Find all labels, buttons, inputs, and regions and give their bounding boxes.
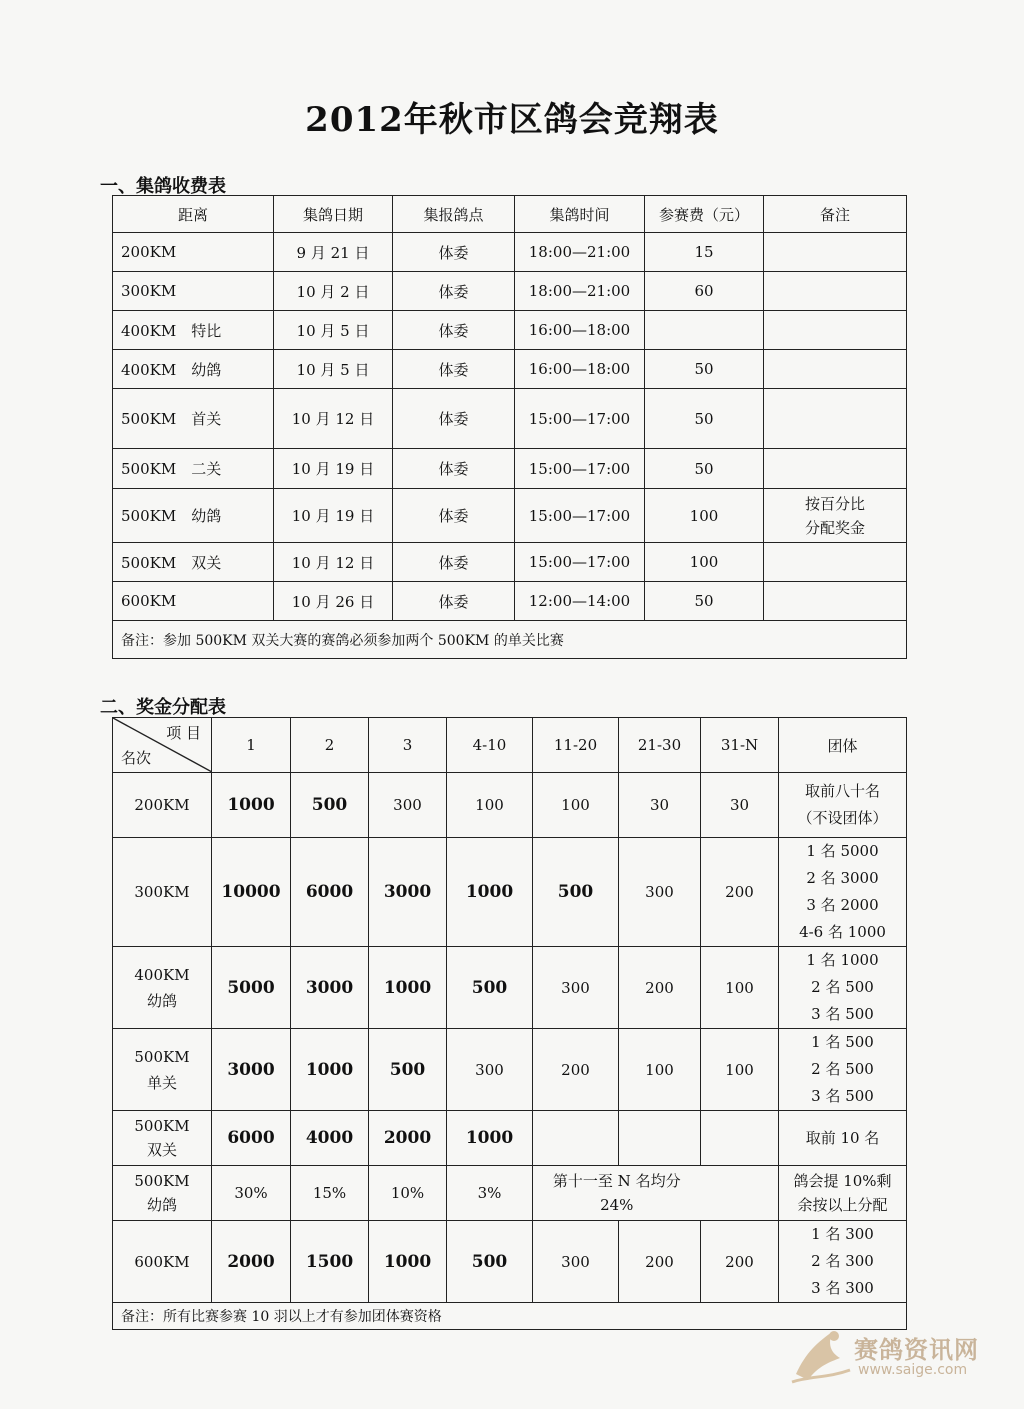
fee-distance: 400KM 特比 [113, 311, 274, 350]
fee-row [113, 582, 907, 621]
fee-table [112, 195, 907, 659]
fee-date: 9 月 21 日 [274, 233, 393, 272]
page-title: 2012年秋市区鸽会竞翔表 [305, 100, 719, 140]
pigeon-logo-icon [788, 1322, 854, 1392]
fee-amount: 100 [645, 489, 764, 543]
fee-row [113, 489, 907, 543]
prize-cell: 2000 [212, 1221, 291, 1303]
fee-header-row [113, 196, 907, 233]
prize-header-cell: 1 [212, 718, 291, 773]
prize-cell: 3% [447, 1166, 533, 1221]
fee-time: 15:00—17:00 [515, 489, 645, 543]
site-watermark [788, 1322, 988, 1392]
fee-note [764, 350, 907, 389]
prize-team: 1 名 1000 2 名 500 3 名 500 [779, 947, 907, 1029]
fee-row [113, 449, 907, 489]
prize-cell: 1000 [447, 838, 533, 947]
fee-distance: 400KM 幼鸽 [113, 350, 274, 389]
fee-place: 体委 [393, 233, 515, 272]
fee-distance: 500KM 幼鸽 [113, 489, 274, 543]
prize-row-name: 200KM [113, 773, 212, 838]
fee-amount: 50 [645, 582, 764, 621]
prize-cell: 300 [533, 1221, 619, 1303]
prize-cell: 30 [701, 773, 779, 838]
prize-team: 1 名 500 2 名 500 3 名 500 [779, 1029, 907, 1111]
fee-date: 10 月 12 日 [274, 389, 393, 449]
prize-corner-bottom: 名次 [121, 749, 152, 767]
fee-note [764, 311, 907, 350]
prize-header-cell: 2 [291, 718, 369, 773]
prize-row-name: 600KM [113, 1221, 212, 1303]
watermark-url: www.saige.com [858, 1362, 968, 1378]
fee-note [764, 233, 907, 272]
prize-table [112, 717, 907, 1330]
prize-row [113, 773, 907, 838]
prize-cell: 1000 [369, 1221, 447, 1303]
fee-distance: 500KM 双关 [113, 543, 274, 582]
prize-cell: 3000 [369, 838, 447, 947]
fee-footnote-row [113, 621, 907, 659]
fee-distance: 600KM [113, 582, 274, 621]
prize-cell: 1000 [369, 947, 447, 1029]
prize-row [113, 1029, 907, 1111]
fee-time: 15:00—17:00 [515, 543, 645, 582]
fee-note [764, 449, 907, 489]
prize-row [113, 947, 907, 1029]
prize-row-name: 400KM 幼鸽 [113, 947, 212, 1029]
prize-row [113, 1166, 907, 1221]
fee-date: 10 月 5 日 [274, 311, 393, 350]
fee-place: 体委 [393, 389, 515, 449]
fee-note [764, 582, 907, 621]
fee-footnote: 备注：参加 500KM 双关大赛的赛鸽必须参加两个 500KM 的单关比赛 [113, 621, 907, 659]
prize-cell: 300 [619, 838, 701, 947]
fee-time: 15:00—17:00 [515, 389, 645, 449]
prize-cell: 6000 [291, 838, 369, 947]
prize-cell: 200 [619, 1221, 701, 1303]
prize-cell: 500 [291, 773, 369, 838]
fee-header-cell: 备注 [764, 196, 907, 233]
prize-row-name: 500KM 双关 [113, 1111, 212, 1166]
prize-header-cell: 21-30 [619, 718, 701, 773]
fee-place: 体委 [393, 350, 515, 389]
watermark-name: 赛鸽资讯网 [854, 1336, 979, 1364]
prize-cell: 500 [447, 1221, 533, 1303]
prize-cell: 100 [619, 1029, 701, 1111]
fee-distance: 300KM [113, 272, 274, 311]
prize-cell: 1500 [291, 1221, 369, 1303]
fee-time: 15:00—17:00 [515, 449, 645, 489]
fee-header-cell: 集鸽时间 [515, 196, 645, 233]
prize-cell: 100 [533, 773, 619, 838]
prize-cell-merged: 第十一至 N 名均分 24% [533, 1166, 701, 1221]
prize-row [113, 838, 907, 947]
fee-date: 10 月 19 日 [274, 449, 393, 489]
prize-cell: 10% [369, 1166, 447, 1221]
prize-team: 取前八十名 （不设团体） [779, 773, 907, 838]
prize-team: 1 名 300 2 名 300 3 名 300 [779, 1221, 907, 1303]
prize-cell: 30% [212, 1166, 291, 1221]
fee-note [764, 543, 907, 582]
fee-time: 12:00—14:00 [515, 582, 645, 621]
prize-cell: 200 [619, 947, 701, 1029]
prize-team: 鸽会提 10%剩 余按以上分配 [779, 1166, 907, 1221]
fee-amount: 50 [645, 449, 764, 489]
prize-cell: 1000 [291, 1029, 369, 1111]
fee-time: 18:00—21:00 [515, 272, 645, 311]
fee-row [113, 272, 907, 311]
fee-section-heading: 一、集鸽收费表 [100, 176, 226, 197]
prize-header-cell: 31-N [701, 718, 779, 773]
fee-amount: 15 [645, 233, 764, 272]
prize-cell: 500 [369, 1029, 447, 1111]
prize-cell: 3000 [212, 1029, 291, 1111]
fee-header-cell: 集鸽日期 [274, 196, 393, 233]
fee-amount [645, 311, 764, 350]
prize-cell: 300 [447, 1029, 533, 1111]
prize-cell [701, 1166, 779, 1221]
prize-cell: 500 [447, 947, 533, 1029]
prize-team: 1 名 5000 2 名 3000 3 名 2000 4-6 名 1000 [779, 838, 907, 947]
fee-row [113, 389, 907, 449]
fee-note: 按百分比 分配奖金 [764, 489, 907, 543]
prize-row-name: 500KM 单关 [113, 1029, 212, 1111]
prize-cell: 100 [701, 1029, 779, 1111]
prize-cell: 10000 [212, 838, 291, 947]
prize-header-row [113, 718, 907, 773]
fee-header-cell: 参赛费（元） [645, 196, 764, 233]
fee-amount: 60 [645, 272, 764, 311]
fee-row [113, 311, 907, 350]
fee-time: 16:00—18:00 [515, 350, 645, 389]
fee-header-cell: 集报鸽点 [393, 196, 515, 233]
fee-date: 10 月 26 日 [274, 582, 393, 621]
fee-time: 18:00—21:00 [515, 233, 645, 272]
prize-cell [533, 1111, 619, 1166]
prize-cell: 100 [701, 947, 779, 1029]
prize-cell: 300 [369, 773, 447, 838]
fee-distance: 500KM 二关 [113, 449, 274, 489]
fee-note [764, 272, 907, 311]
prize-row-name: 500KM 幼鸽 [113, 1166, 212, 1221]
fee-amount: 100 [645, 543, 764, 582]
fee-header-cell: 距离 [113, 196, 274, 233]
fee-place: 体委 [393, 543, 515, 582]
prize-footnote: 备注：所有比赛参赛 10 羽以上才有参加团体赛资格 [113, 1303, 907, 1330]
fee-place: 体委 [393, 272, 515, 311]
prize-cell: 30 [619, 773, 701, 838]
prize-cell: 1000 [212, 773, 291, 838]
prize-cell: 100 [447, 773, 533, 838]
prize-cell: 200 [701, 838, 779, 947]
fee-date: 10 月 2 日 [274, 272, 393, 311]
prize-corner-cell [113, 718, 212, 773]
prize-cell: 6000 [212, 1111, 291, 1166]
fee-date: 10 月 19 日 [274, 489, 393, 543]
fee-row [113, 350, 907, 389]
fee-note [764, 389, 907, 449]
prize-row-name: 300KM [113, 838, 212, 947]
fee-place: 体委 [393, 582, 515, 621]
prize-cell: 1000 [447, 1111, 533, 1166]
prize-cell [619, 1111, 701, 1166]
prize-cell [701, 1111, 779, 1166]
prize-cell: 5000 [212, 947, 291, 1029]
fee-amount: 50 [645, 350, 764, 389]
prize-cell: 4000 [291, 1111, 369, 1166]
fee-amount: 50 [645, 389, 764, 449]
prize-header-cell: 团体 [779, 718, 907, 773]
prize-corner-top: 项 目 [166, 724, 201, 742]
prize-header-cell: 3 [369, 718, 447, 773]
fee-distance: 500KM 首关 [113, 389, 274, 449]
prize-cell: 500 [533, 838, 619, 947]
fee-distance: 200KM [113, 233, 274, 272]
fee-row [113, 543, 907, 582]
fee-time: 16:00—18:00 [515, 311, 645, 350]
prize-cell: 300 [533, 947, 619, 1029]
fee-place: 体委 [393, 489, 515, 543]
fee-date: 10 月 12 日 [274, 543, 393, 582]
fee-row [113, 233, 907, 272]
prize-row [113, 1111, 907, 1166]
prize-section-heading: 二、奖金分配表 [100, 697, 226, 718]
prize-team: 取前 10 名 [779, 1111, 907, 1166]
prize-cell: 2000 [369, 1111, 447, 1166]
fee-place: 体委 [393, 449, 515, 489]
fee-place: 体委 [393, 311, 515, 350]
prize-row [113, 1221, 907, 1303]
fee-date: 10 月 5 日 [274, 350, 393, 389]
prize-header-cell: 11-20 [533, 718, 619, 773]
prize-cell: 3000 [291, 947, 369, 1029]
prize-cell: 200 [701, 1221, 779, 1303]
prize-header-cell: 4-10 [447, 718, 533, 773]
prize-cell: 200 [533, 1029, 619, 1111]
prize-cell: 15% [291, 1166, 369, 1221]
